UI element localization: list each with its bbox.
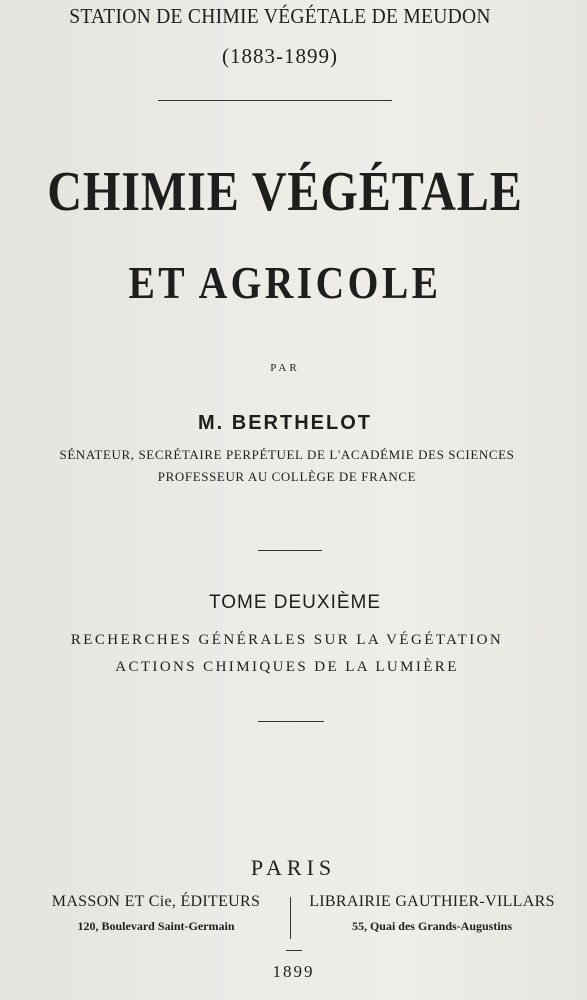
divider-rule bbox=[286, 950, 302, 951]
book-title-line1: CHIMIE VÉGÉTALE bbox=[47, 161, 523, 223]
book-title-line2: ET AGRICOLE bbox=[128, 257, 442, 308]
volume-title: TOME DEUXIÈME bbox=[208, 592, 382, 613]
station-dates: (1883-1899) bbox=[222, 44, 338, 68]
publisher-left-name: MASSON ET Cie, ÉDITEURS bbox=[51, 893, 261, 910]
author-role-2: PROFESSEUR AU COLLÈGE DE FRANCE bbox=[157, 469, 417, 484]
publisher-left-address: 120, Boulevard Saint-Germain bbox=[77, 919, 235, 933]
divider-rule bbox=[158, 100, 392, 101]
par-label: PAR bbox=[270, 362, 300, 374]
publisher-left bbox=[40, 893, 272, 934]
publisher-divider bbox=[290, 897, 291, 939]
station-header: STATION DE CHIMIE VÉGÉTALE DE MEUDON bbox=[69, 4, 491, 28]
volume-subtitle-2: ACTIONS CHIMIQUES DE LA LUMIÈRE bbox=[115, 659, 459, 675]
publisher-right bbox=[296, 893, 568, 934]
author-name: M. BERTHELOT bbox=[198, 412, 372, 434]
imprint-city: PARIS bbox=[250, 855, 337, 880]
divider-rule bbox=[258, 721, 324, 722]
volume-subtitle-1: RECHERCHES GÉNÉRALES SUR LA VÉGÉTATION bbox=[70, 632, 504, 648]
imprint-year: 1899 bbox=[272, 962, 315, 981]
publisher-right-name: LIBRAIRIE GAUTHIER-VILLARS bbox=[309, 893, 555, 910]
author-role-1: SÉNATEUR, SECRÉTAIRE PERPÉTUEL DE L'ACADÉMIE DES SCIENCES bbox=[59, 447, 515, 462]
publisher-right-address: 55, Quai des Grands-Augustins bbox=[351, 919, 513, 933]
divider-rule bbox=[258, 550, 322, 551]
